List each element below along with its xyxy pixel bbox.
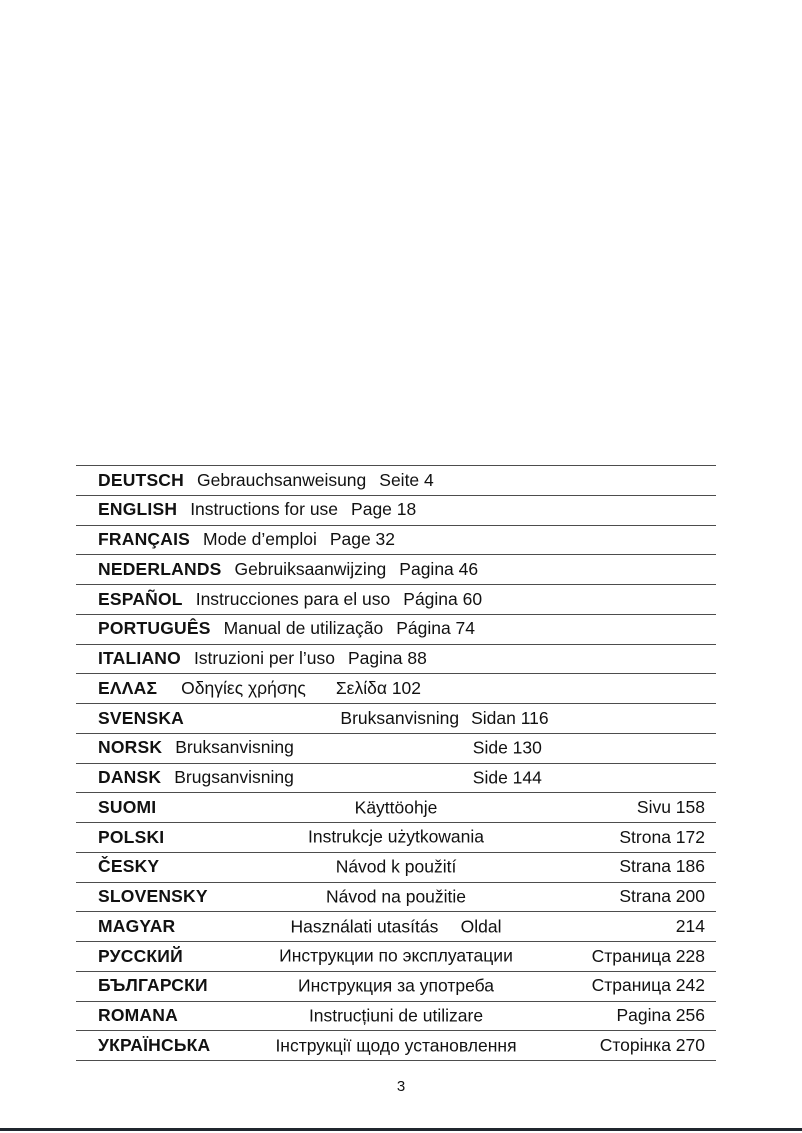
language-row — [76, 673, 716, 703]
language-page-ref: Sivu 158 — [636, 796, 705, 817]
language-row — [76, 1030, 716, 1060]
language-name: NORSK — [98, 737, 163, 758]
language-name: ENGLISH — [98, 499, 178, 520]
language-description: Návod k použití — [335, 856, 457, 877]
language-description: Instrukcje użytkowania — [307, 826, 485, 847]
language-name: SUOMI — [98, 796, 157, 817]
language-page-ref: Side 130 — [472, 737, 542, 758]
language-description: Návod na použitie — [325, 886, 467, 907]
language-description: Bruksanvisning — [340, 707, 460, 728]
language-page-ref: Страница 242 — [591, 975, 705, 996]
language-name: SVENSKA — [98, 707, 185, 728]
language-page-ref: Sidan 116 — [471, 707, 549, 728]
language-row — [76, 763, 716, 793]
language-row — [76, 584, 716, 614]
language-name: БЪЛГАРСКИ — [98, 975, 208, 996]
language-row — [76, 941, 716, 971]
language-name: РУССКИЙ — [98, 945, 183, 966]
language-name: ΕΛΛΑΣ — [98, 677, 158, 698]
language-row — [76, 554, 716, 584]
bottom-rule — [0, 1128, 802, 1131]
language-row — [76, 911, 716, 941]
language-description: Инструкции по эксплуатации — [279, 945, 513, 966]
language-row — [76, 822, 716, 852]
language-row — [76, 852, 716, 882]
language-description: Istruzioni per l’uso — [193, 648, 335, 669]
language-page-ref: 214 — [675, 915, 705, 936]
language-description: Gebrauchsanweisung — [197, 469, 367, 490]
language-name: ČESKY — [98, 856, 160, 877]
language-page-ref: Side 144 — [472, 767, 542, 788]
language-index-table — [76, 465, 716, 1061]
language-row — [76, 1001, 716, 1031]
language-description: Instrucciones para el uso — [195, 588, 391, 609]
language-description: Mode d’emploi — [203, 529, 317, 550]
language-name: FRANÇAIS — [98, 529, 191, 550]
language-page-ref: Seite 4 — [379, 469, 434, 490]
language-description: Gebruiksaanwijzing — [234, 558, 387, 579]
language-name: ITALIANO — [98, 648, 181, 669]
language-row — [76, 733, 716, 763]
language-name: DEUTSCH — [98, 469, 184, 490]
language-description: Instructions for use — [190, 499, 339, 520]
language-page-ref: Strona 172 — [619, 826, 705, 847]
language-page-ref: Página 74 — [396, 618, 476, 639]
language-page-ref: Страница 228 — [591, 945, 705, 966]
footer-page-number: 3 — [396, 1078, 406, 1095]
language-name: POLSKI — [98, 826, 165, 847]
language-name: MAGYAR — [98, 915, 176, 936]
language-description: Brugsanvisning — [174, 767, 294, 788]
language-page-ref: Page 32 — [329, 529, 396, 550]
language-description: Használati utasítás Oldal — [290, 915, 502, 936]
language-description: Bruksanvisning — [175, 737, 294, 758]
language-description: Инструкция за употреба — [298, 975, 494, 996]
language-row — [76, 525, 716, 555]
language-description: Οδηγίες χρήσης — [181, 677, 306, 698]
language-name: УКРАЇНСЬКА — [98, 1034, 211, 1055]
language-name: ROMANA — [98, 1005, 178, 1026]
language-page-ref: Strana 186 — [619, 856, 705, 877]
language-name: PORTUGUÊS — [98, 618, 211, 639]
language-page-ref: Page 18 — [351, 499, 417, 520]
language-page-ref: Pagina 46 — [399, 558, 479, 579]
language-description: Käyttöohje — [354, 796, 438, 817]
language-row — [76, 465, 716, 495]
language-page-ref: Сторінка 270 — [599, 1034, 705, 1055]
language-description: Manual de utilização — [223, 618, 384, 639]
language-name: DANSK — [98, 767, 162, 788]
language-row — [76, 882, 716, 912]
language-page-ref: Página 60 — [403, 588, 483, 609]
language-name: NEDERLANDS — [98, 558, 222, 579]
language-page-ref: Pagina 88 — [347, 648, 427, 669]
language-page-ref: Strana 200 — [619, 886, 705, 907]
language-row — [76, 703, 716, 733]
language-page-ref: Pagina 256 — [616, 1005, 705, 1026]
language-description: Інструкції щодо установлення — [275, 1034, 517, 1055]
language-page-ref: Σελίδα 102 — [335, 677, 422, 698]
language-name: SLOVENSKY — [98, 886, 208, 907]
language-name: ESPAÑOL — [98, 588, 183, 609]
language-row — [76, 495, 716, 525]
language-row — [76, 644, 716, 674]
language-row — [76, 792, 716, 822]
language-description: Instrucțiuni de utilizare — [308, 1005, 484, 1026]
language-row — [76, 614, 716, 644]
language-row — [76, 971, 716, 1001]
